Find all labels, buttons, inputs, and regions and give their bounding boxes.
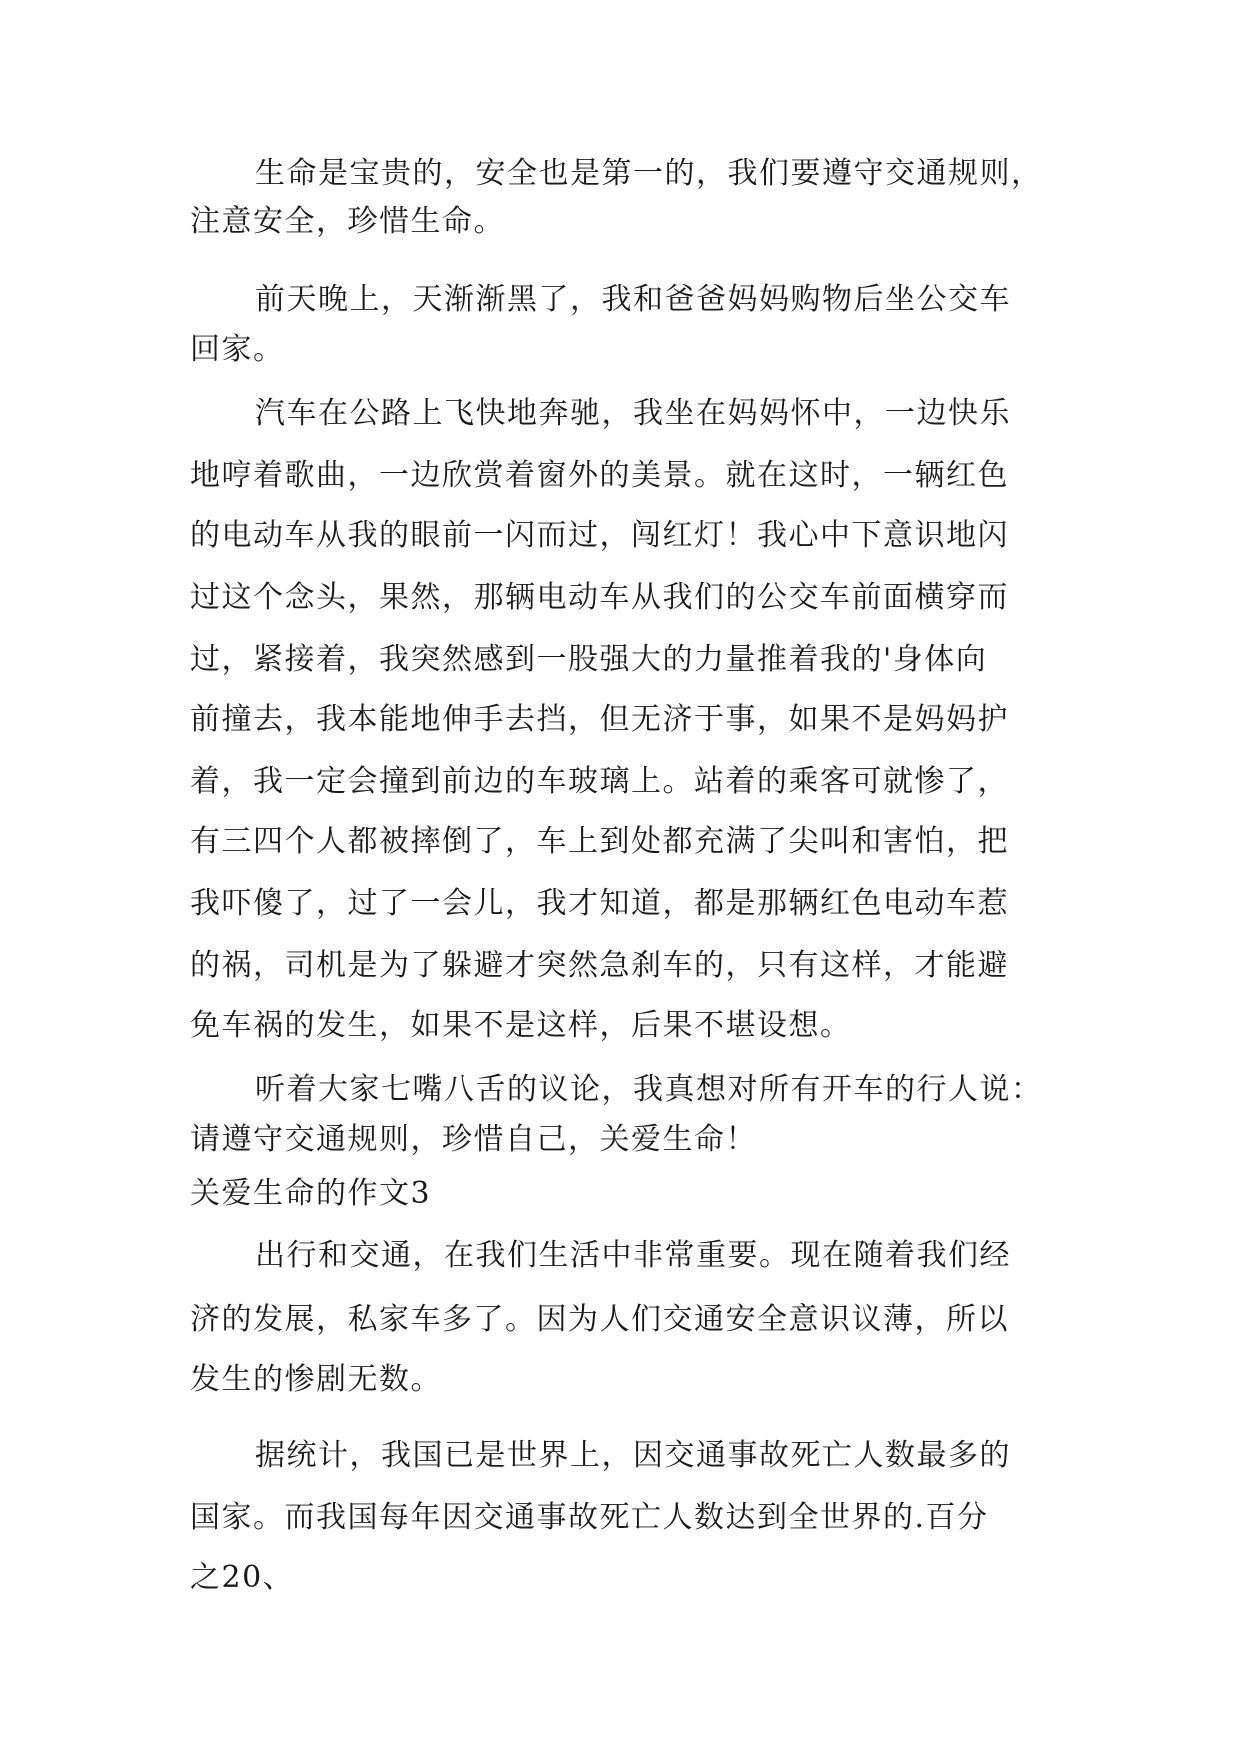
paragraph-line: 注意安全，珍惜生命。 <box>190 204 505 239</box>
paragraph-line: 过，紧接着，我突然感到一股强大的力量推着我的'身体向 <box>190 642 988 677</box>
paragraph-line: 的电动车从我的眼前一闪而过，闯红灯！我心中下意识地闪 <box>190 518 1009 553</box>
paragraph-line: 出行和交通，在我们生活中非常重要。现在随着我们经 <box>255 1238 1011 1273</box>
paragraph-line: 回家。 <box>190 332 285 367</box>
paragraph-line: 生命是宝贵的，安全也是第一的，我们要遵守交通规则， <box>255 156 1043 191</box>
paragraph-line: 我吓傻了，过了一会儿，我才知道，都是那辆红色电动车惹 <box>190 886 1009 921</box>
paragraph-line: 汽车在公路上飞快地奔驰，我坐在妈妈怀中，一边快乐 <box>255 396 1011 431</box>
paragraph-line: 着，我一定会撞到前边的车玻璃上。站着的乘客可就惨了， <box>190 764 1009 799</box>
paragraph-line: 地哼着歌曲，一边欣赏着窗外的美景。就在这时，一辆红色 <box>190 458 1009 493</box>
paragraph-line: 请遵守交通规则，珍惜自己，关爱生命！ <box>190 1122 757 1157</box>
section-heading: 关爱生命的作文3 <box>190 1176 432 1211</box>
paragraph-line: 据统计，我国已是世界上，因交通事故死亡人数最多的 <box>255 1438 1011 1473</box>
paragraph-line: 前撞去，我本能地伸手去挡，但无济于事，如果不是妈妈护 <box>190 702 1009 737</box>
paragraph-line: 济的发展，私家车多了。因为人们交通安全意识议薄，所以 <box>190 1302 1009 1337</box>
paragraph-line: 国家。而我国每年因交通事故死亡人数达到全世界的.百分 <box>190 1500 989 1535</box>
paragraph-line: 过这个念头，果然，那辆电动车从我们的公交车前面横穿而 <box>190 580 1009 615</box>
paragraph-line: 听着大家七嘴八舌的议论，我真想对所有开车的行人说： <box>255 1072 1043 1107</box>
paragraph-line: 发生的惨剧无数。 <box>190 1362 442 1397</box>
paragraph-line: 前天晚上，天渐渐黑了，我和爸爸妈妈购物后坐公交车 <box>255 282 1011 317</box>
paragraph-line: 免车祸的发生，如果不是这样，后果不堪设想。 <box>190 1008 852 1043</box>
paragraph-line: 之20、 <box>190 1560 295 1595</box>
paragraph-line: 的祸，司机是为了躲避才突然急刹车的，只有这样，才能避 <box>190 948 1009 983</box>
paragraph-line: 有三四个人都被摔倒了，车上到处都充满了尖叫和害怕，把 <box>190 824 1009 859</box>
